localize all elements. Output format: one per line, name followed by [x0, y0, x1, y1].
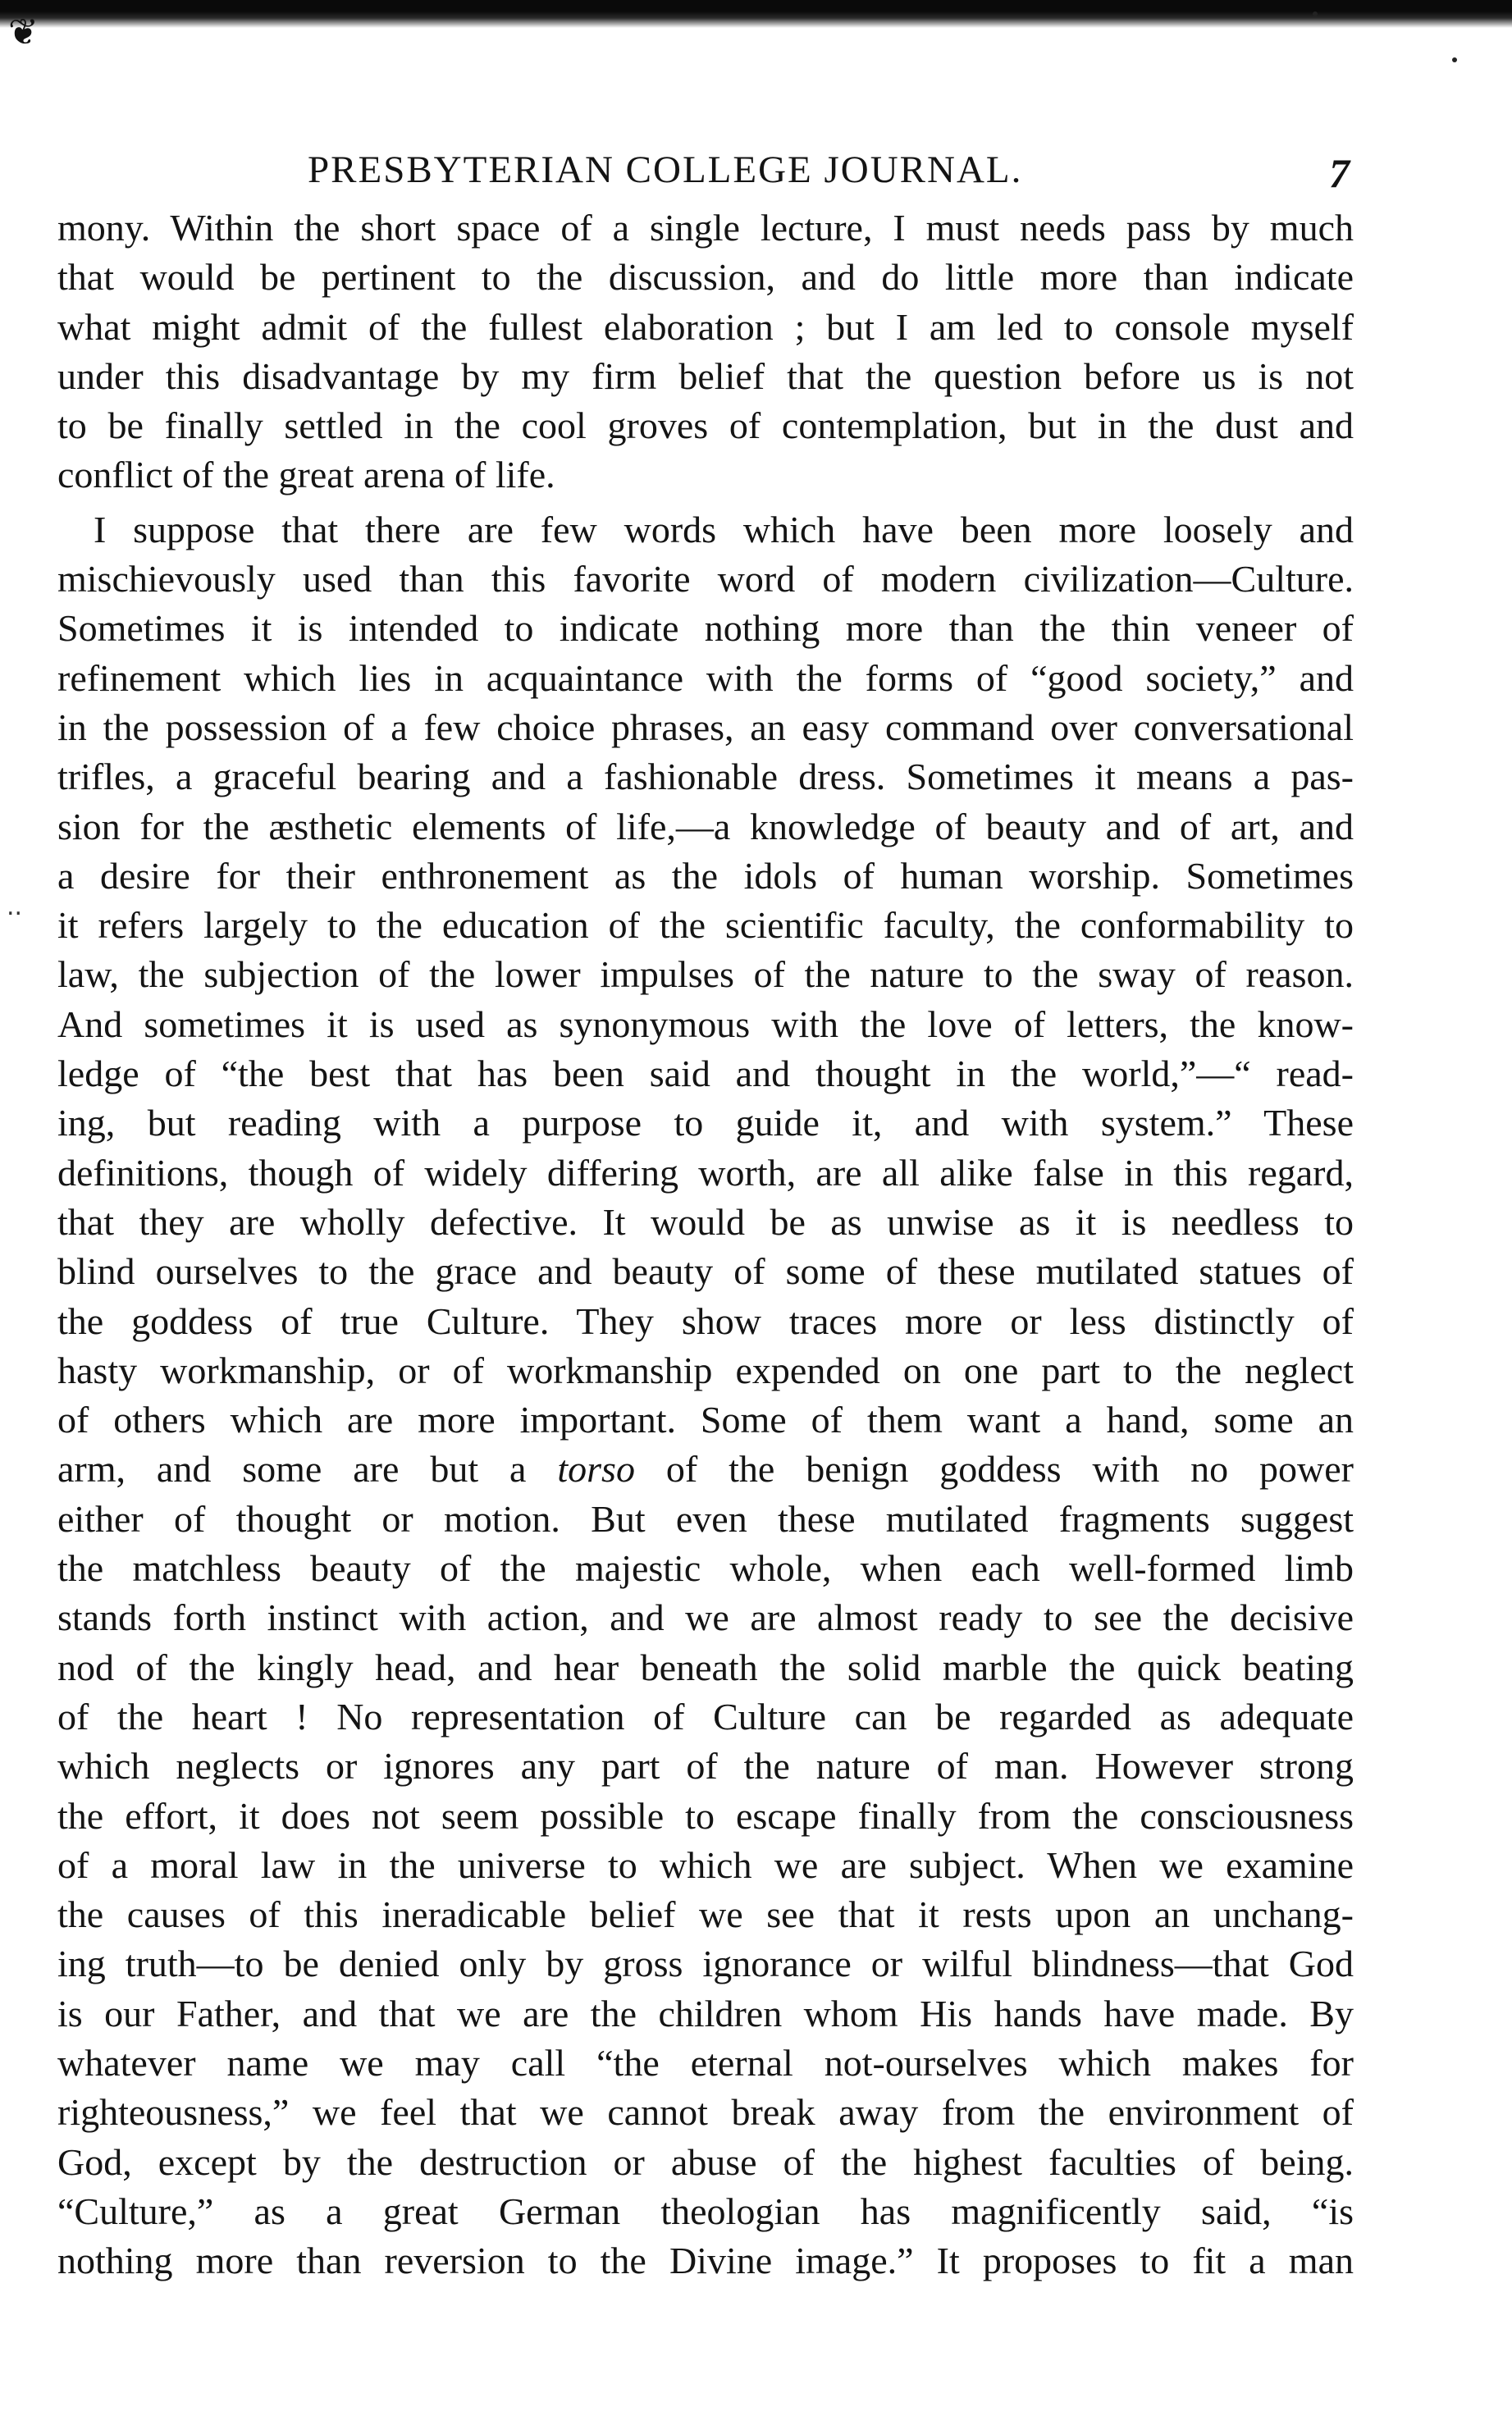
- text-line: the effort, it does not seem possible to escape finally from the consciousness: [57, 1794, 1354, 1837]
- text-line: refinement which lies in acquaintance with the forms of “good society,” and: [57, 656, 1354, 699]
- text-line: mischievously used than this favorite word of modern civilization—Culture.: [57, 558, 1354, 601]
- text-line: Sometimes it is intended to indicate nothing more than the thin veneer of: [57, 607, 1354, 650]
- text-line: God, except by the destruction or abuse of the highest faculties of being.: [57, 2140, 1354, 2183]
- text-line: And sometimes it is used as synonymous with the love of letters, the know-: [57, 1002, 1354, 1045]
- text-line: the matchless beauty of the majestic whole, when each well-formed limb: [57, 1547, 1354, 1590]
- text-line: mony. Within the short space of a single lecture, I must needs pass by much: [57, 207, 1354, 249]
- scan-speck: [1313, 11, 1318, 16]
- text-line: arm, and some are but a torso of the benign goddess with no power: [57, 1448, 1354, 1491]
- text-line: ing, but reading with a purpose to guide it, and with system.” These: [57, 1102, 1354, 1144]
- text-line: ing truth—to be denied only by gross ignorance or wilful blindness—that God: [57, 1943, 1354, 1985]
- emphasis: torso: [557, 1448, 635, 1491]
- text-line: the causes of this ineradicable belief we see that it rests upon an unchang-: [57, 1893, 1354, 1936]
- text-line: I suppose that there are few words which have been more loosely and: [94, 508, 1354, 550]
- text-line: definitions, though of widely differing worth, are all alike false in this regard,: [57, 1151, 1354, 1194]
- text-line: that they are wholly defective. It would be as unwise as it is needless to: [57, 1200, 1354, 1243]
- text-line: righteousness,” we feel that we cannot break away from the environment of: [57, 2091, 1354, 2134]
- text-line: that would be pertinent to the discussion, and do little more than indicate: [57, 256, 1354, 299]
- text-line: in the possession of a few choice phrases, an easy command over conversational: [57, 706, 1354, 748]
- scan-speck: [1452, 57, 1457, 62]
- text-line: under this disadvantage by my firm belief that the question before us is not: [57, 354, 1354, 397]
- paragraph: [57, 203, 1354, 500]
- text-line: blind ourselves to the grace and beauty of some of these mutilated statues of: [57, 1250, 1354, 1293]
- page-number: 7: [1329, 150, 1350, 196]
- running-head: PRESBYTERIAN COLLEGE JOURNAL.: [308, 148, 1023, 191]
- text-line: what might admit of the fullest elaboration ; but I am led to console myself: [57, 305, 1354, 348]
- text-line: is our Father, and that we are the children whom His hands have made. By: [57, 1992, 1354, 2034]
- text-line: “Culture,” as a great German theologian has magnificently said, “is: [57, 2190, 1354, 2232]
- text-line: ledge of “the best that has been said and thought in the world,”—“ read-: [57, 1053, 1354, 1095]
- text-line: whatever name we may call “the eternal not-ourselves which makes for: [57, 2041, 1354, 2084]
- body-text: [57, 203, 1354, 2353]
- text-line: nod of the kingly head, and hear beneath the solid marble the quick beating: [57, 1646, 1354, 1688]
- text-line: to be finally settled in the cool groves of contemplation, but in the dust and: [57, 404, 1354, 447]
- text-line: stands forth instinct with action, and we are almost ready to see the decisive: [57, 1596, 1354, 1639]
- corner-ornament: ❦: [8, 11, 39, 53]
- page-header: [57, 141, 1354, 199]
- text-line: the goddess of true Culture. They show traces more or less distinctly of: [57, 1299, 1354, 1342]
- margin-mark: ..: [7, 893, 23, 921]
- scan-top-edge: [0, 0, 1512, 28]
- paragraph: [57, 505, 1354, 2286]
- text-line: conflict of the great arena of life.: [57, 454, 555, 496]
- text-line: nothing more than reversion to the Divine image.” It proposes to fit a man: [57, 2240, 1354, 2282]
- text-line: law, the subjection of the lower impulses of the nature to the sway of reason.: [57, 953, 1354, 996]
- text-line: hasty workmanship, or of workmanship expended on one part to the neglect: [57, 1349, 1354, 1391]
- text-line: it refers largely to the education of the scientific faculty, the conformability to: [57, 904, 1354, 947]
- text-line: which neglects or ignores any part of the nature of man. However strong: [57, 1745, 1354, 1788]
- text-line: of the heart ! No representation of Culture can be regarded as adequate: [57, 1695, 1354, 1738]
- text-line: of others which are more important. Some of them want a hand, some an: [57, 1399, 1354, 1441]
- text-line: sion for the æsthetic elements of life,—a knowledge of beauty and of art, and: [57, 805, 1354, 847]
- text-line: of a moral law in the universe to which we are subject. When we examine: [57, 1843, 1354, 1886]
- text-line: either of thought or motion. But even these mutilated fragments suggest: [57, 1497, 1354, 1540]
- text-line: a desire for their enthronement as the idols of human worship. Sometimes: [57, 854, 1354, 897]
- text-line: trifles, a graceful bearing and a fashionable dress. Sometimes it means a pas-: [57, 756, 1354, 798]
